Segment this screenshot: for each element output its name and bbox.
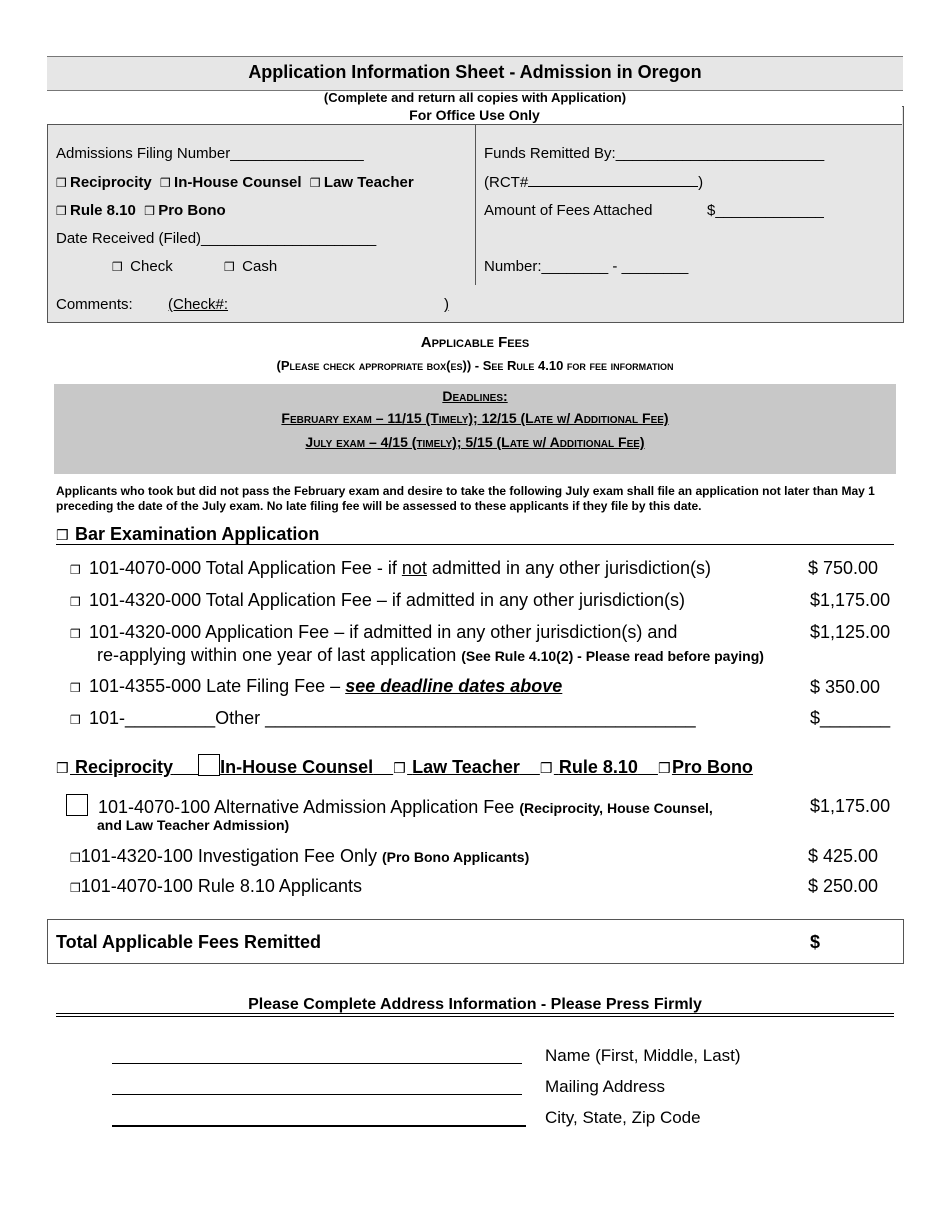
funds-remitted-field[interactable]: Funds Remitted By:_________________________ bbox=[484, 145, 825, 162]
check-number-field[interactable] bbox=[168, 296, 449, 313]
type-law-teacher: Law Teacher bbox=[323, 174, 414, 191]
rct-label: (RCT# bbox=[484, 174, 529, 191]
payment-cash-label: Cash bbox=[242, 258, 278, 275]
office-type-row-1 bbox=[56, 174, 414, 191]
fee-item-text: 101-4070-100 Alternative Admission Application Fee bbox=[98, 797, 515, 817]
fee-amount: $ 750.00 bbox=[808, 558, 879, 578]
fee-amount: $ 350.00 bbox=[810, 677, 881, 697]
alt-type-pro-bono: Pro Bono bbox=[671, 757, 753, 777]
alt-type-in-house-counsel: In-House Counsel bbox=[220, 757, 374, 777]
checkbox-icon[interactable]: ❒ bbox=[70, 563, 81, 577]
checkbox-icon[interactable]: ❒ bbox=[309, 176, 321, 190]
name-input-line[interactable] bbox=[112, 1063, 522, 1064]
fee-item bbox=[70, 558, 711, 579]
checkbox-icon[interactable]: ❒ bbox=[56, 761, 69, 777]
total-amount-field[interactable]: $ bbox=[810, 932, 821, 952]
fee-item-text: 101-4320-000 Total Application Fee – if admitted in any other jurisdiction(s) bbox=[89, 590, 686, 610]
checkbox-icon[interactable]: ❒ bbox=[70, 881, 81, 895]
fees-attached-field[interactable]: $_____________ bbox=[707, 202, 824, 219]
checkbox-icon[interactable] bbox=[198, 754, 220, 776]
address-heading: Please Complete Address Information - Please Press Firmly bbox=[248, 996, 702, 1013]
deadline-july: July exam – 4/15 (timely); 5/15 (Late w/ Additional Fee) bbox=[305, 434, 645, 450]
bar-exam-heading: Bar Examination Application bbox=[75, 524, 320, 544]
fee-item-line2 bbox=[97, 645, 764, 666]
fee-item bbox=[70, 622, 677, 643]
other-fee-amount[interactable]: $_______ bbox=[810, 708, 891, 728]
fee-item-emphasis: not bbox=[401, 558, 427, 578]
city-state-zip-input-line[interactable] bbox=[112, 1125, 526, 1127]
fee-amount: $1,125.00 bbox=[810, 622, 891, 642]
office-type-row-2 bbox=[56, 202, 226, 219]
alt-fee-item bbox=[70, 876, 362, 897]
fee-item-note: (Pro Bono Applicants) bbox=[381, 849, 530, 865]
mailing-address-input-line[interactable] bbox=[112, 1094, 522, 1095]
page-subtitle: (Complete and return all copies with Application) bbox=[323, 90, 627, 105]
fee-item bbox=[70, 708, 696, 729]
payment-check bbox=[112, 258, 173, 275]
name-label: Name (First, Middle, Last) bbox=[545, 1046, 741, 1065]
checkbox-icon[interactable]: ❒ bbox=[56, 528, 69, 544]
checkbox-icon[interactable]: ❒ bbox=[657, 761, 671, 777]
payment-cash bbox=[224, 258, 277, 275]
checkbox-icon[interactable]: ❒ bbox=[70, 681, 81, 695]
rct-field[interactable] bbox=[484, 174, 703, 191]
alt-type-rule-810: Rule 8.10 bbox=[558, 757, 638, 777]
checkbox-icon[interactable]: ❒ bbox=[56, 204, 67, 218]
checkbox-icon[interactable]: ❒ bbox=[160, 176, 171, 190]
checkbox-icon[interactable]: ❒ bbox=[70, 851, 81, 865]
checkbox-icon[interactable]: ❒ bbox=[539, 761, 553, 777]
type-reciprocity: Reciprocity bbox=[70, 174, 152, 191]
checkbox-icon[interactable] bbox=[66, 794, 88, 816]
comments-label: Comments: bbox=[56, 296, 133, 313]
checkbox-icon[interactable]: ❒ bbox=[70, 595, 81, 609]
fee-amount: $1,175.00 bbox=[810, 796, 891, 816]
alt-types-row bbox=[56, 754, 824, 778]
checkbox-icon[interactable]: ❒ bbox=[56, 176, 67, 190]
fees-heading: Applicable Fees bbox=[420, 334, 530, 351]
type-rule-810: Rule 8.10 bbox=[70, 202, 136, 219]
fee-item-note: and Law Teacher Admission) bbox=[97, 817, 290, 833]
divider bbox=[56, 1013, 894, 1014]
deadline-february: February exam – 11/15 (Timely); 12/15 (Late w/ Additional Fee) bbox=[281, 410, 669, 426]
fee-item-note: (Reciprocity, House Counsel, bbox=[519, 800, 713, 816]
bar-exam-heading-row bbox=[56, 524, 319, 545]
type-pro-bono: Pro Bono bbox=[158, 202, 226, 219]
fee-item-note: (See Rule 4.10(2) - Please read before paying) bbox=[461, 648, 764, 664]
deadlines-label: Deadlines: bbox=[442, 388, 508, 404]
divider bbox=[56, 1016, 894, 1017]
fee-item-emphasis: see deadline dates above bbox=[345, 676, 563, 696]
fees-subheading: (Please check appropriate box(es)) - See Rule 4.10 for fee information bbox=[276, 358, 674, 373]
page-title: Application Information Sheet - Admission in Oregon bbox=[248, 62, 702, 82]
fee-item bbox=[70, 590, 685, 611]
office-use-heading: For Office Use Only bbox=[47, 106, 902, 125]
fee-item-text: 101-4320-100 Investigation Fee Only bbox=[80, 846, 377, 866]
checkbox-icon[interactable]: ❒ bbox=[112, 260, 123, 274]
fee-item-text: re-applying within one year of last application bbox=[97, 645, 457, 665]
fee-amount: $1,175.00 bbox=[810, 590, 891, 610]
type-in-house-counsel: In-House Counsel bbox=[174, 174, 302, 191]
checkbox-icon[interactable]: ❒ bbox=[393, 761, 406, 777]
checkbox-icon[interactable]: ❒ bbox=[70, 713, 81, 727]
check-number-label: (Check#: bbox=[168, 296, 229, 313]
office-divider bbox=[475, 125, 476, 285]
fee-item bbox=[70, 676, 562, 697]
fee-item-text: 101-4355-000 Late Filing Fee – bbox=[89, 676, 346, 696]
fee-amount: $ 425.00 bbox=[808, 846, 879, 866]
filing-number-field[interactable]: Admissions Filing Number________________ bbox=[56, 145, 364, 162]
fee-amount: $ 250.00 bbox=[808, 876, 879, 896]
rct-close: ) bbox=[698, 174, 704, 191]
date-received-field[interactable]: Date Received (Filed)_____________________ bbox=[56, 230, 377, 247]
notice-text: Applicants who took but did not pass the February exam and desire to take the following July exam shall file an application not later than May 1 preceding the date of the July exam. No late filing fee will be assessed to these applicants if they file by this date. bbox=[56, 484, 875, 513]
fee-item-text: admitted in any other jurisdiction(s) bbox=[426, 558, 712, 578]
checkbox-icon[interactable]: ❒ bbox=[144, 204, 155, 218]
fee-item-text: 101-4070-100 Rule 8.10 Applicants bbox=[80, 876, 362, 896]
payment-check-label: Check bbox=[130, 258, 173, 275]
checkbox-icon[interactable]: ❒ bbox=[70, 627, 81, 641]
alt-fee-item bbox=[66, 794, 713, 818]
alt-fee-item bbox=[70, 846, 529, 867]
city-state-zip-label: City, State, Zip Code bbox=[545, 1108, 701, 1127]
fees-attached-label: Amount of Fees Attached bbox=[484, 202, 653, 219]
alt-type-reciprocity: Reciprocity bbox=[75, 757, 174, 777]
check-number-close: ) bbox=[444, 296, 450, 313]
other-fee-field[interactable]: 101-_________Other ___________________________________________ bbox=[89, 708, 696, 728]
fee-item-text: 101-4320-000 Application Fee – if admitted in any other jurisdiction(s) and bbox=[89, 622, 678, 642]
fee-item-text: 101-4070-000 Total Application Fee - if bbox=[89, 558, 402, 578]
total-label: Total Applicable Fees Remitted bbox=[56, 932, 322, 952]
mailing-address-label: Mailing Address bbox=[545, 1077, 666, 1096]
divider bbox=[56, 544, 894, 545]
alt-type-law-teacher: Law Teacher bbox=[412, 757, 520, 777]
number-field[interactable]: Number:________ - ________ bbox=[484, 258, 689, 275]
checkbox-icon[interactable]: ❒ bbox=[224, 260, 235, 274]
